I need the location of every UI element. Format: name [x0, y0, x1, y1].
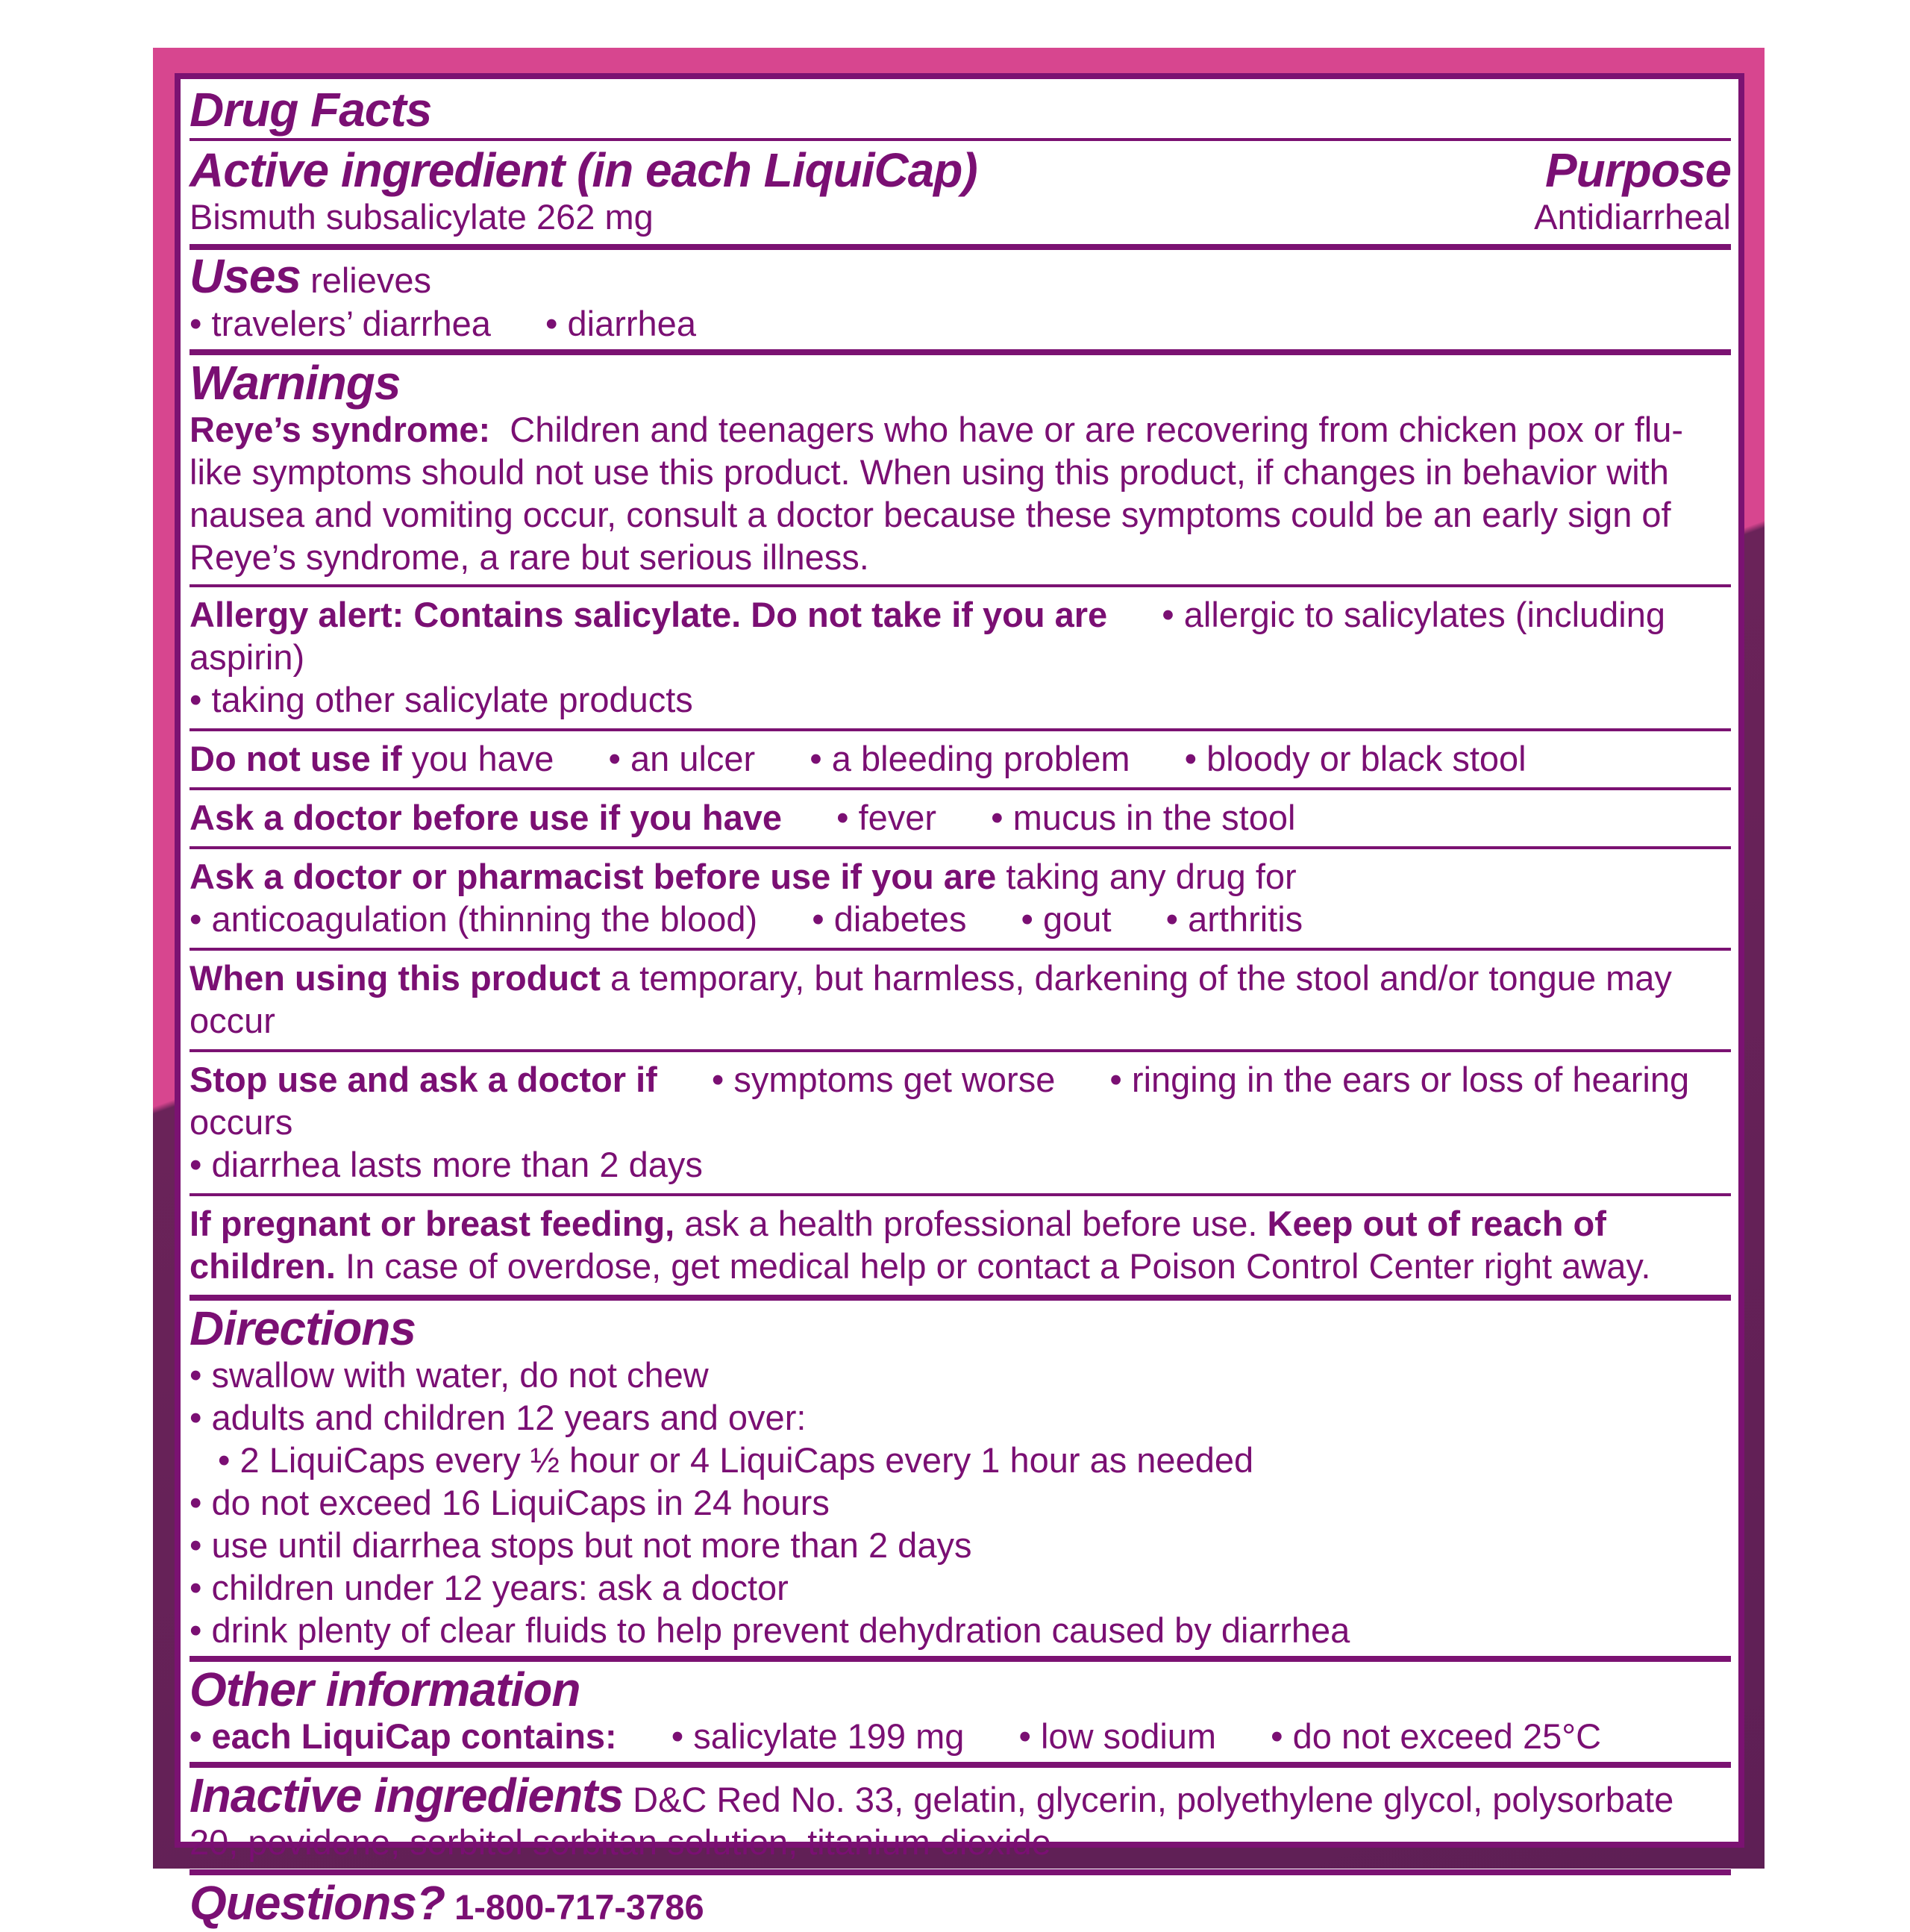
direction-item: • children under 12 years: ask a doctor [190, 1567, 789, 1607]
askpharm-item: • gout [1021, 898, 1112, 939]
questions-section [190, 1869, 1731, 1931]
direction-item: • adults and children 12 years and over: [190, 1397, 807, 1437]
uses-heading: Uses [190, 249, 301, 304]
donot-item: • an ulcer [608, 738, 756, 778]
askpharm-text: taking any drug for [1006, 856, 1297, 896]
allergy-alert [190, 584, 1731, 728]
inactive-heading: Inactive ingredients [190, 1769, 624, 1823]
warnings-heading: Warnings [190, 355, 401, 410]
pregnancy-warning [190, 1193, 1731, 1295]
do-not-use [190, 728, 1731, 787]
uses-section [190, 244, 1731, 348]
active-heading: Active ingredient (in each LiquiCap) [190, 143, 977, 198]
uses-item: • diarrhea [545, 303, 696, 343]
other-information-section [190, 1656, 1731, 1762]
uses-intro: relieves [310, 260, 432, 301]
using-text: a temporary, but harmless, darkening of the stool and/or tongue may occur [190, 957, 1672, 1040]
page-title: Drug Facts [190, 83, 432, 137]
allergy-label: Allergy alert: Contains salicylate. Do not take if you are [190, 594, 1108, 634]
preg-label: If pregnant or breast feeding, [190, 1203, 675, 1243]
drug-facts-panel [175, 73, 1744, 1931]
when-using [190, 948, 1731, 1049]
askpharm-item: • anticoagulation (thinning the blood) [190, 898, 758, 939]
other-item: • do not exceed 25°C [1271, 1716, 1602, 1757]
purpose-value: Antidiarrheal [1534, 197, 1731, 237]
direction-item: • swallow with water, do not chew [190, 1354, 709, 1395]
direction-item: • drink plenty of clear fluids to help prevent dehydration caused by diarrhea [190, 1610, 1350, 1650]
reye-text: Children and teenagers who have or are recovering from chicken pox or flu-like symptoms should not use this product. When using this product, if changes in behavior with nausea and vomiting occur, consult a doctor because these symptoms could be an early sign of Reye’s syndrome, a rare but serious illness. [190, 409, 1683, 577]
stop-item: • diarrhea lasts more than 2 days [190, 1144, 703, 1184]
reye-label: Reye’s syndrome: [190, 409, 491, 449]
keep-text: In case of overdose, get medical help or contact a Poison Control Center right away. [345, 1245, 1651, 1286]
directions-section [190, 1295, 1731, 1656]
askpharm-label: Ask a doctor or pharmacist before use if you are [190, 856, 997, 896]
active-ingredient-section [190, 138, 1731, 244]
direction-item: • do not exceed 16 LiquiCaps in 24 hours [190, 1482, 830, 1522]
stop-use [190, 1049, 1731, 1193]
other-item: • low sodium [1018, 1716, 1217, 1757]
stop-label: Stop use and ask a doctor if [190, 1059, 657, 1099]
donot-item: • bloody or black stool [1184, 738, 1527, 778]
active-ingredient: Bismuth subsalicylate 262 mg [190, 197, 654, 237]
donot-text: you have [411, 738, 554, 778]
other-heading: Other information [190, 1662, 580, 1716]
using-label: When using this product [190, 957, 601, 998]
title-section [190, 79, 1731, 138]
stop-item: • ringing in the ears or loss of hearing occurs [190, 1059, 1690, 1142]
warnings-section [190, 349, 1731, 1295]
donot-label: Do not use if [190, 738, 402, 778]
keep-label: Keep out of reach of children. [190, 1203, 1606, 1286]
other-item: • salicylate 199 mg [671, 1716, 965, 1757]
ask-doctor [190, 787, 1731, 846]
other-label: • each LiquiCap contains: [190, 1716, 617, 1757]
questions-phone: 1-800-717-3786 [454, 1887, 704, 1928]
allergy-item: • taking other salicylate products [190, 679, 693, 719]
direction-item: • use until diarrhea stops but not more than 2 days [190, 1525, 972, 1565]
inactive-ingredients-section [190, 1762, 1731, 1869]
inactive-text: D&C Red No. 33, gelatin, glycerin, polyethylene glycol, polysorbate 20, povidone, sorbitol sorbitan solution, titanium dioxide [190, 1780, 1674, 1863]
askdoc-item: • mucus in the stool [991, 797, 1296, 837]
purpose-heading: Purpose [1544, 143, 1731, 198]
askdoc-label: Ask a doctor before use if you have [190, 797, 782, 837]
donot-item: • a bleeding problem [810, 738, 1130, 778]
askpharm-item: • diabetes [812, 898, 967, 939]
askdoc-item: • fever [836, 797, 937, 837]
askpharm-item: • arthritis [1165, 898, 1303, 939]
allergy-item: • allergic to salicylates (including aspirin) [190, 594, 1666, 677]
ask-pharmacist [190, 846, 1731, 948]
preg-text: ask a health professional before use. [684, 1203, 1258, 1243]
questions-heading: Questions? [190, 1876, 445, 1931]
stop-item: • symptoms get worse [711, 1059, 1056, 1099]
directions-heading: Directions [190, 1301, 416, 1355]
uses-item: • travelers’ diarrhea [190, 303, 491, 343]
direction-item: • 2 LiquiCaps every ½ hour or 4 LiquiCaps every 1 hour as needed [218, 1439, 1254, 1480]
